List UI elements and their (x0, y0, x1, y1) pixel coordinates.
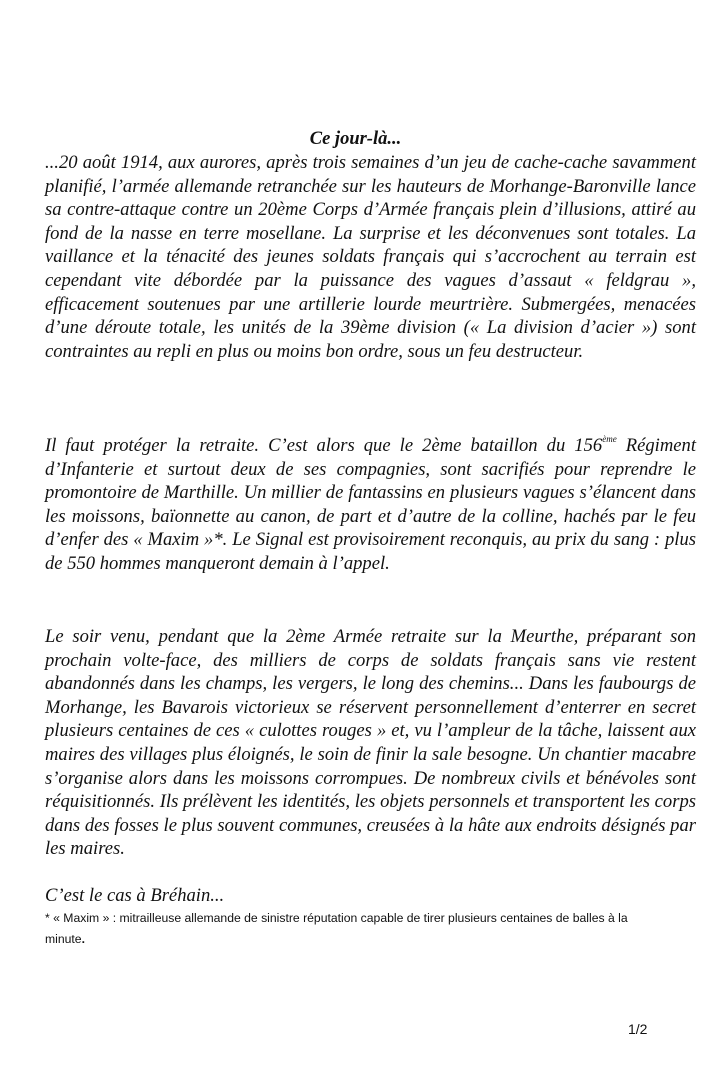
page-number: 1/2 (628, 1021, 648, 1037)
paragraph-2-text-end: Régiment d’Infanterie et surtout deux de ses compagnies, sont sacrifiés pour reprendre le promontoire de Marthille. Un millier de fantassins en plusieurs vagues s’élancent dans les moissons, baïonnette au canon, de part et d’autre de la colline, hachés par le feu d’enfer des « Maxim »*. Le Signal est provisoirement reconquis, au prix du sang : plus de 550 hommes manqueront demain à l’appel. (45, 435, 696, 574)
paragraph-2-text-start: Il faut protéger la retraite. C’est alors que le 2ème bataillon du 156 (45, 435, 603, 456)
footnote-period: . (81, 932, 85, 946)
document-title: Ce jour-là... (309, 129, 402, 149)
closing-line: C’est le cas à Bréhain... (45, 885, 225, 906)
paragraph-3: Le soir venu, pendant que la 2ème Armée retraite sur la Meurthe, préparant son prochain volte-face, des milliers de corps de soldats français sans vie restent abandonnés dans les champs, les vergers, le long des chemins... Dans les faubourgs de Morhange, les Bavarois victorieux se réservent personnellement d’enterrer en secret plusieurs centaines de ces « culottes rouges » et, vu l’ampleur de la tâche, laissent aux maires des villages plus éloignés, le soin de finir la sale besogne. Un chantier macabre s’organise alors dans les moissons corrompues. De nombreux civils et bénévoles sont réquisitionnés. Ils prélèvent les identités, les objets personnels et transportent les corps dans des fosses le plus souvent communes, creusées à la hâte aux endroits désignés par les maires. (45, 626, 696, 860)
paragraph-1: ...20 août 1914, aux aurores, après trois semaines d’un jeu de cache-cache savamment planifié, l’armée allemande retranchée sur les hauteurs de Morhange-Baronville lance sa contre-attaque contre un 20ème Corps d’Armée français plein d’illusions, attiré au fond de la nasse en terre mosellane. La surprise et les déconvenues sont totales. La vaillance et la ténacité des jeunes soldats français qui s’accrochent au terrain est cependant vite débordée par la puissance des vagues d’assaut « feldgrau », efficacement soutenues par une artillerie lourde meurtrière. Submergées, menacées d’une déroute totale, les unités de la 39ème division (« La division d’acier ») sont contraintes au repli en plus ou moins bon ordre, sous un feu destructeur. (45, 152, 696, 362)
footnote (45, 908, 665, 950)
paragraph-2 (45, 434, 696, 576)
ordinal-superscript: ème (602, 434, 617, 444)
footnote-text: * « Maxim » : mitrailleuse allemande de sinistre réputation capable de tirer plusieurs centaines de balles à la minute (45, 911, 628, 946)
